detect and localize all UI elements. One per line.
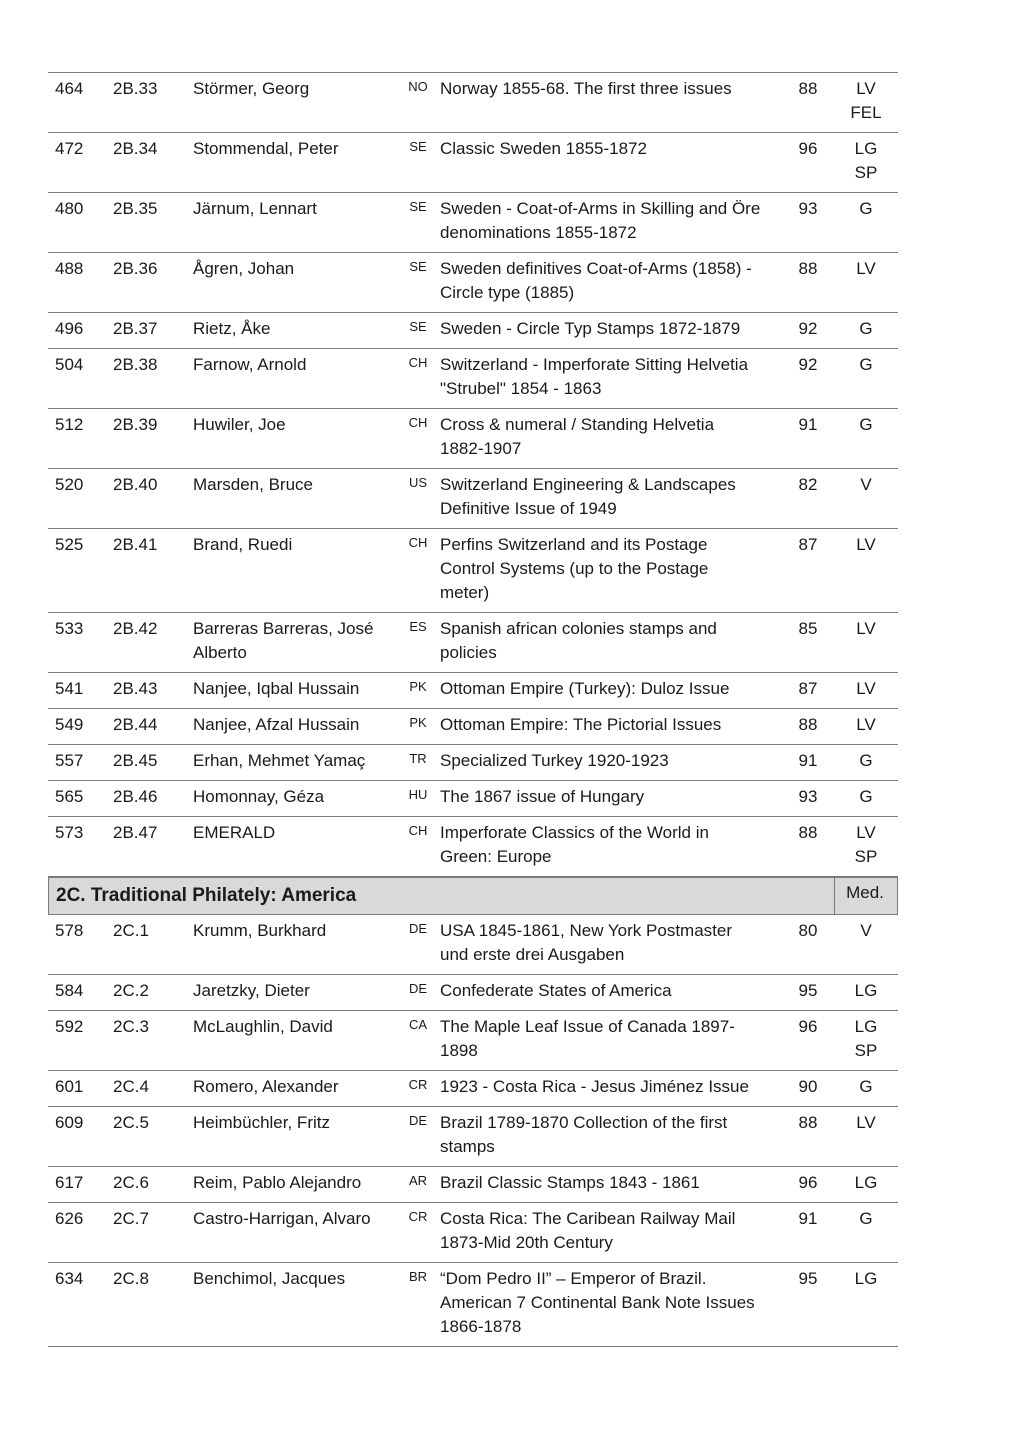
table-row <box>48 1011 898 1071</box>
medal: V <box>860 921 872 940</box>
exhibit-number: 512 <box>55 415 84 434</box>
score: 82 <box>798 475 818 494</box>
exhibitor-name: EMERALD <box>193 823 276 842</box>
exhibit-title: USA 1845-1861, New York Postmaster und erste drei Ausgaben <box>440 921 732 964</box>
exhibit-number: 592 <box>55 1017 84 1036</box>
table-row <box>48 253 898 313</box>
section-title: 2C. Traditional Philately: America <box>56 885 357 906</box>
exhibit-title: Spanish african colonies stamps and policies <box>440 619 717 662</box>
frame-id: 2B.35 <box>113 199 158 218</box>
medal: LV <box>856 1113 876 1132</box>
exhibit-title: Confederate States of America <box>440 981 672 1000</box>
country-code: CA <box>408 1017 428 1032</box>
exhibitor-name: Huwiler, Joe <box>193 415 286 434</box>
exhibit-number: 472 <box>55 139 84 158</box>
table-row <box>48 745 898 781</box>
table-row <box>48 133 898 193</box>
medal: LV <box>856 535 876 554</box>
exhibit-title: Sweden - Circle Typ Stamps 1872-1879 <box>440 319 741 338</box>
medal: G <box>859 355 873 374</box>
exhibit-title: Switzerland Engineering & Landscapes Definitive Issue of 1949 <box>440 475 736 518</box>
exhibit-title: “Dom Pedro II” – Emperor of Brazil. American 7 Continental Bank Note Issues 1866-1878 <box>440 1269 755 1336</box>
exhibit-title: Brazil Classic Stamps 1843 - 1861 <box>440 1173 700 1192</box>
table-row <box>48 1167 898 1203</box>
table-row <box>48 709 898 745</box>
frame-id: 2B.45 <box>113 751 158 770</box>
exhibitor-name: Barreras Barreras, José Alberto <box>193 619 374 662</box>
score: 96 <box>798 1173 818 1192</box>
exhibit-number: 626 <box>55 1209 84 1228</box>
country-code: PK <box>409 715 427 730</box>
exhibitor-name: Krumm, Burkhard <box>193 921 327 940</box>
table-row <box>48 975 898 1011</box>
country-code: CH <box>408 355 428 370</box>
exhibit-number: 504 <box>55 355 84 374</box>
medal: G <box>859 1077 873 1096</box>
exhibitor-name: Störmer, Georg <box>193 79 310 98</box>
frame-id: 2B.33 <box>113 79 158 98</box>
table-row <box>48 1071 898 1107</box>
frame-id: 2C.4 <box>113 1077 149 1096</box>
score: 88 <box>798 259 818 278</box>
exhibit-number: 533 <box>55 619 84 638</box>
medal: LV <box>856 619 876 638</box>
frame-id: 2B.36 <box>113 259 158 278</box>
exhibit-number: 565 <box>55 787 84 806</box>
exhibitor-name: Benchimol, Jacques <box>193 1269 346 1288</box>
score: 87 <box>798 679 818 698</box>
frame-id: 2B.34 <box>113 139 158 158</box>
medal: G <box>859 1209 873 1228</box>
score: 95 <box>798 981 818 1000</box>
exhibit-number: 496 <box>55 319 84 338</box>
score: 96 <box>798 139 818 158</box>
table-row <box>48 313 898 349</box>
country-code: AR <box>408 1173 428 1188</box>
frame-id: 2C.2 <box>113 981 149 1000</box>
table-row <box>48 1203 898 1263</box>
frame-id: 2C.6 <box>113 1173 149 1192</box>
section-header-2c <box>48 877 898 915</box>
medal: LG <box>854 981 878 1000</box>
score: 92 <box>798 355 818 374</box>
score: 93 <box>798 787 818 806</box>
exhibitor-name: Heimbüchler, Fritz <box>193 1113 330 1132</box>
country-code: DE <box>408 1113 428 1128</box>
exhibitor-name: Rietz, Åke <box>193 319 271 338</box>
exhibit-number: 488 <box>55 259 84 278</box>
exhibit-number: 480 <box>55 199 84 218</box>
table-row <box>48 469 898 529</box>
exhibit-title: 1923 - Costa Rica - Jesus Jiménez Issue <box>440 1077 749 1096</box>
exhibit-list-page <box>48 72 898 1347</box>
country-code: SE <box>409 259 427 274</box>
table-2b <box>48 73 898 877</box>
score: 80 <box>798 921 818 940</box>
exhibit-title: Sweden definitives Coat-of-Arms (1858) - Circle type (1885) <box>440 259 752 302</box>
medal: LG <box>854 1269 878 1288</box>
exhibit-title: Costa Rica: The Caribean Railway Mail 1873-Mid 20th Century <box>440 1209 736 1252</box>
medal: LV <box>856 715 876 734</box>
frame-id: 2B.46 <box>113 787 158 806</box>
score: 95 <box>798 1269 818 1288</box>
exhibit-title: Ottoman Empire: The Pictorial Issues <box>440 715 722 734</box>
country-code: SE <box>409 319 427 334</box>
country-code: CR <box>408 1077 428 1092</box>
exhibitor-name: Farnow, Arnold <box>193 355 307 374</box>
score: 85 <box>798 619 818 638</box>
score: 88 <box>798 1113 818 1132</box>
medal: LG SP <box>854 139 878 182</box>
medal: G <box>859 415 873 434</box>
frame-id: 2C.1 <box>113 921 149 940</box>
score: 88 <box>798 823 818 842</box>
country-code: ES <box>409 619 427 634</box>
table-row <box>48 193 898 253</box>
frame-id: 2B.37 <box>113 319 158 338</box>
exhibit-number: 578 <box>55 921 84 940</box>
exhibitor-name: Stommendal, Peter <box>193 139 339 158</box>
medal: G <box>859 199 873 218</box>
exhibit-title: Switzerland - Imperforate Sitting Helvetia "Strubel" 1854 - 1863 <box>440 355 749 398</box>
country-code: CH <box>408 823 428 838</box>
medal: G <box>859 319 873 338</box>
exhibit-number: 520 <box>55 475 84 494</box>
score: 91 <box>798 751 818 770</box>
exhibit-title: Classic Sweden 1855-1872 <box>440 139 647 158</box>
exhibit-number: 609 <box>55 1113 84 1132</box>
exhibit-title: The Maple Leaf Issue of Canada 1897- 1898 <box>440 1017 735 1060</box>
exhibitor-name: Brand, Ruedi <box>193 535 293 554</box>
country-code: TR <box>409 751 427 766</box>
exhibit-number: 549 <box>55 715 84 734</box>
score: 88 <box>798 79 818 98</box>
frame-id: 2B.38 <box>113 355 158 374</box>
exhibit-title: Ottoman Empire (Turkey): Duloz Issue <box>440 679 730 698</box>
medal: LV <box>856 679 876 698</box>
frame-id: 2C.3 <box>113 1017 149 1036</box>
exhibit-title: Brazil 1789-1870 Collection of the first stamps <box>440 1113 728 1156</box>
exhibit-number: 584 <box>55 981 84 1000</box>
medal: V <box>860 475 872 494</box>
exhibitor-name: Nanjee, Afzal Hussain <box>193 715 360 734</box>
exhibitor-name: Marsden, Bruce <box>193 475 313 494</box>
exhibit-title: Specialized Turkey 1920-1923 <box>440 751 669 770</box>
table-row <box>48 1263 898 1347</box>
medal: LV <box>856 259 876 278</box>
frame-id: 2B.43 <box>113 679 158 698</box>
country-code: HU <box>408 787 428 802</box>
exhibit-title: The 1867 issue of Hungary <box>440 787 645 806</box>
frame-id: 2B.41 <box>113 535 158 554</box>
exhibitor-name: McLaughlin, David <box>193 1017 333 1036</box>
frame-id: 2C.8 <box>113 1269 149 1288</box>
medal: LG SP <box>854 1017 878 1060</box>
frame-id: 2B.40 <box>113 475 158 494</box>
country-code: NO <box>408 79 428 94</box>
medal-column-header: Med. <box>846 883 884 902</box>
score: 92 <box>798 319 818 338</box>
score: 87 <box>798 535 818 554</box>
score: 96 <box>798 1017 818 1036</box>
country-code: PK <box>409 679 427 694</box>
frame-id: 2B.44 <box>113 715 158 734</box>
exhibit-title: Cross & numeral / Standing Helvetia 1882-1907 <box>440 415 715 458</box>
table-2c <box>48 915 898 1347</box>
exhibitor-name: Romero, Alexander <box>193 1077 339 1096</box>
exhibitor-name: Järnum, Lennart <box>193 199 317 218</box>
table-row <box>48 409 898 469</box>
table-row <box>48 613 898 673</box>
table-row <box>48 529 898 613</box>
exhibit-title: Sweden - Coat-of-Arms in Skilling and Öre denominations 1855-1872 <box>440 199 761 242</box>
medal: LV FEL <box>850 79 882 122</box>
exhibit-number: 617 <box>55 1173 84 1192</box>
exhibit-title: Norway 1855-68. The first three issues <box>440 79 732 98</box>
score: 90 <box>798 1077 818 1096</box>
table-row <box>48 817 898 877</box>
frame-id: 2C.7 <box>113 1209 149 1228</box>
exhibitor-name: Nanjee, Iqbal Hussain <box>193 679 360 698</box>
country-code: DE <box>408 981 428 996</box>
medal: G <box>859 787 873 806</box>
exhibit-title: Perfins Switzerland and its Postage Control Systems (up to the Postage meter) <box>440 535 709 602</box>
table-row <box>48 781 898 817</box>
score: 88 <box>798 715 818 734</box>
frame-id: 2B.42 <box>113 619 158 638</box>
exhibitor-name: Ågren, Johan <box>193 259 295 278</box>
frame-id: 2C.5 <box>113 1113 149 1132</box>
exhibitor-name: Jaretzky, Dieter <box>193 981 310 1000</box>
exhibit-title: Imperforate Classics of the World in Green: Europe <box>440 823 709 866</box>
score: 93 <box>798 199 818 218</box>
score: 91 <box>798 1209 818 1228</box>
country-code: CR <box>408 1209 428 1224</box>
exhibitor-name: Homonnay, Géza <box>193 787 325 806</box>
country-code: SE <box>409 139 427 154</box>
medal: LG <box>854 1173 878 1192</box>
country-code: BR <box>408 1269 428 1284</box>
medal: LV SP <box>854 823 878 866</box>
exhibit-number: 464 <box>55 79 84 98</box>
country-code: CH <box>408 415 428 430</box>
table-row <box>48 673 898 709</box>
frame-id: 2B.47 <box>113 823 158 842</box>
table-row <box>48 1107 898 1167</box>
table-row <box>48 915 898 975</box>
country-code: DE <box>408 921 428 936</box>
exhibit-number: 573 <box>55 823 84 842</box>
exhibit-number: 541 <box>55 679 84 698</box>
exhibit-number: 525 <box>55 535 84 554</box>
table-row <box>48 349 898 409</box>
table-row <box>48 73 898 133</box>
frame-id: 2B.39 <box>113 415 158 434</box>
medal: G <box>859 751 873 770</box>
exhibit-number: 634 <box>55 1269 84 1288</box>
country-code: US <box>408 475 428 490</box>
exhibit-number: 601 <box>55 1077 84 1096</box>
country-code: SE <box>409 199 427 214</box>
country-code: CH <box>408 535 428 550</box>
exhibitor-name: Erhan, Mehmet Yamaç <box>193 751 366 770</box>
exhibit-number: 557 <box>55 751 84 770</box>
exhibitor-name: Castro-Harrigan, Alvaro <box>193 1209 371 1228</box>
score: 91 <box>798 415 818 434</box>
exhibitor-name: Reim, Pablo Alejandro <box>193 1173 362 1192</box>
